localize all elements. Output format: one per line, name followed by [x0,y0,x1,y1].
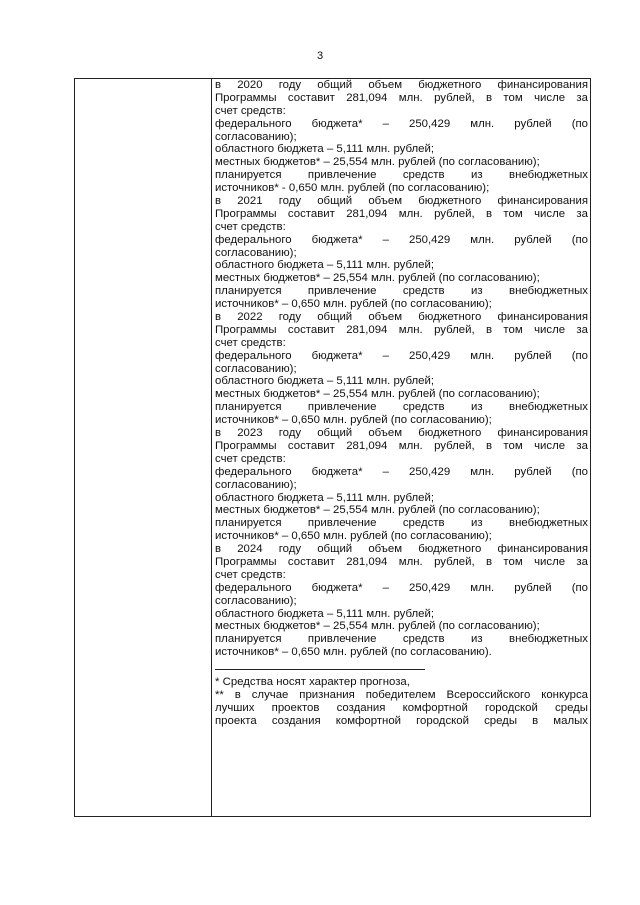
federal-budget-line: согласованию); [215,594,297,607]
year-intro-line: Программы составит 281,094 млн. рублей, в том числе за [215,91,588,104]
local-budget-line: местных бюджетов* – 25,554 млн. рублей (по согласованию); [215,272,540,285]
year-intro-line: в 2022 году общий объем бюджетного финансирования [215,311,588,324]
year-intro-line: Программы составит 281,094 млн. рублей, в том числе за [215,323,588,336]
regional-budget-line: областного бюджета – 5,111 млн. рублей; [215,143,435,156]
extra-budget-line: источников* – 0,650 млн. рублей (по согласованию); [215,298,492,311]
year-block-2023 [215,427,588,543]
regional-budget-line: областного бюджета – 5,111 млн. рублей; [215,491,435,504]
federal-budget-line: согласованию); [215,362,297,375]
extra-budget-line: источников* – 0,650 млн. рублей (по согласованию); [215,530,492,543]
regional-budget-line: областного бюджета – 5,111 млн. рублей; [215,259,435,272]
extra-budget-line: источников* - 0,650 млн. рублей (по согласованию); [215,182,490,195]
year-intro-line: счет средств: [215,568,286,581]
federal-budget-line: федерального бюджета* – 250,429 млн. рублей (по [215,581,588,594]
footnote-separator [215,669,425,670]
extra-budget-line: планируется привлечение средств из внебюджетных [215,169,588,182]
year-intro-line: в 2020 году общий объем бюджетного финансирования [215,79,588,91]
year-intro-line: Программы составит 281,094 млн. рублей, в том числе за [215,439,588,452]
year-block-2022 [215,311,588,427]
federal-budget-line: федерального бюджета* – 250,429 млн. рублей (по [215,117,588,130]
year-intro-line: Программы составит 281,094 млн. рублей, в том числе за [215,555,588,568]
column-divider [211,79,212,816]
federal-budget-line: согласованию); [215,130,297,143]
extra-budget-line: планируется привлечение средств из внебюджетных [215,285,588,298]
regional-budget-line: областного бюджета – 5,111 млн. рублей; [215,375,435,388]
year-intro-line: в 2023 году общий объем бюджетного финансирования [215,427,588,440]
year-intro-line: счет средств: [215,452,286,465]
year-intro-line: в 2021 году общий объем бюджетного финансирования [215,195,588,208]
year-intro-line: Программы составит 281,094 млн. рублей, в том числе за [215,207,588,220]
footnote-double-star: ** в случае признания победителем Всероссийского конкурса [215,688,588,701]
extra-budget-line: источников* – 0,650 млн. рублей (по согласованию). [215,646,492,659]
year-block-2020 [215,79,588,195]
extra-budget-line: планируется привлечение средств из внебюджетных [215,633,588,646]
local-budget-line: местных бюджетов* – 25,554 млн. рублей (по согласованию); [215,156,540,169]
federal-budget-line: согласованию); [215,246,297,259]
footnote-double-star: проекта создания комфортной городской среды в малых [215,714,588,727]
federal-budget-line: согласованию); [215,478,297,491]
footnote-star: * Средства носят характер прогноза, [215,676,410,689]
federal-budget-line: федерального бюджета* – 250,429 млн. рублей (по [215,233,588,246]
page-number: 3 [316,50,324,62]
year-intro-line: счет средств: [215,336,286,349]
year-block-2024 [215,543,588,659]
footnote-double-star: лучших проектов создания комфортной городской среды [215,701,588,714]
local-budget-line: местных бюджетов* – 25,554 млн. рублей (по согласованию); [215,388,540,401]
extra-budget-line: планируется привлечение средств из внебюджетных [215,401,588,414]
extra-budget-line: источников* – 0,650 млн. рублей (по согласованию); [215,414,492,427]
federal-budget-line: федерального бюджета* – 250,429 млн. рублей (по [215,465,588,478]
local-budget-line: местных бюджетов* – 25,554 млн. рублей (по согласованию); [215,504,540,517]
year-block-2021 [215,195,588,311]
year-intro-line: счет средств: [215,104,286,117]
local-budget-line: местных бюджетов* – 25,554 млн. рублей (по согласованию); [215,620,540,633]
financing-cell [215,79,588,728]
extra-budget-line: планируется привлечение средств из внебюджетных [215,517,588,530]
year-intro-line: счет средств: [215,220,286,233]
year-intro-line: в 2024 году общий объем бюджетного финансирования [215,543,588,556]
regional-budget-line: областного бюджета – 5,111 млн. рублей; [215,607,435,620]
federal-budget-line: федерального бюджета* – 250,429 млн. рублей (по [215,349,588,362]
footnotes [215,676,588,728]
